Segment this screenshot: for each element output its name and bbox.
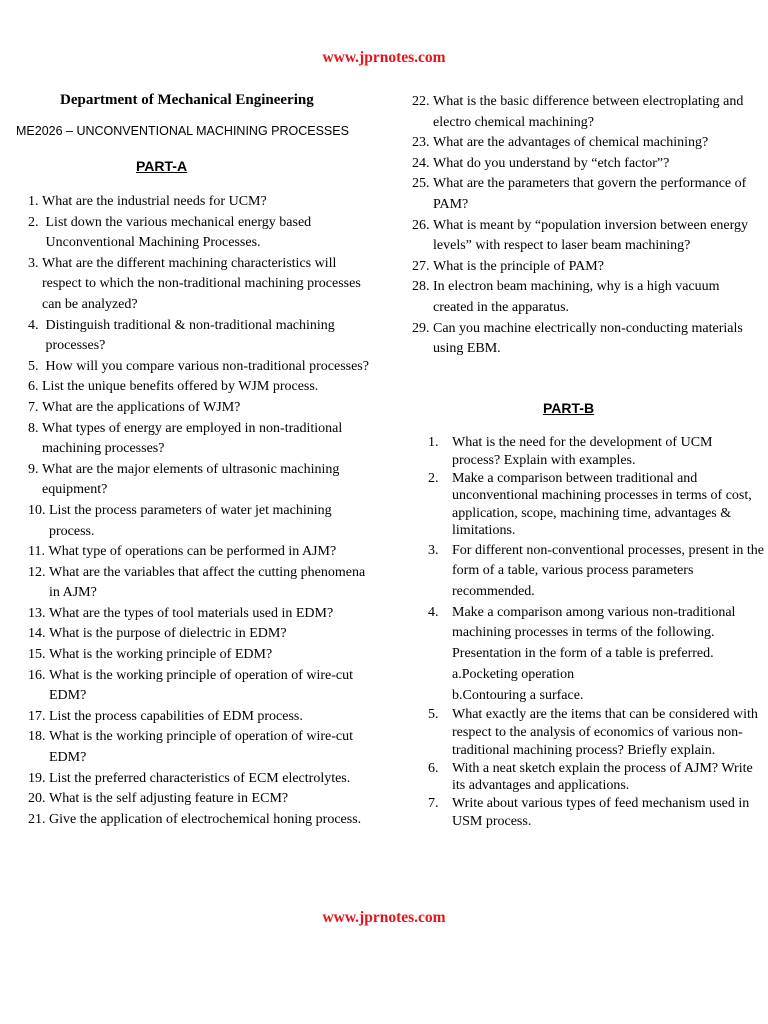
question-item — [28, 398, 378, 419]
sub-item: b.Contouring a surface. — [452, 687, 584, 703]
question-number: 21. — [28, 811, 49, 827]
part-b-list — [428, 434, 764, 831]
question-number: 17. — [28, 708, 49, 724]
question-text: What is the purpose of dielectric in EDM? — [49, 626, 287, 642]
department-heading: Department of Mechanical Engineering — [60, 92, 314, 108]
question-item — [412, 174, 762, 215]
part-a-list-right — [412, 92, 762, 360]
question-item — [28, 377, 378, 398]
question-number: 8. — [28, 420, 42, 436]
question-text: How will you compare various non-traditional processes? — [45, 358, 369, 374]
question-number: 13. — [28, 605, 49, 621]
question-item — [412, 257, 762, 278]
question-number: 4. — [28, 317, 46, 333]
part-a-list-left — [28, 192, 378, 830]
question-number: 2. — [28, 214, 46, 230]
question-text: What do you understand by “etch factor”? — [433, 155, 670, 171]
question-number: 27. — [412, 258, 433, 274]
question-item — [28, 316, 378, 357]
question-number: 25. — [412, 176, 433, 192]
question-item — [28, 810, 378, 831]
header-website-url[interactable]: www.jprnotes.com — [322, 49, 446, 66]
question-item — [428, 541, 764, 603]
question-number: 20. — [28, 791, 49, 807]
question-number: 23. — [412, 135, 433, 151]
question-item — [28, 460, 378, 501]
question-text: List the preferred characteristics of ECM electrolytes. — [49, 770, 351, 786]
question-number: 18. — [28, 729, 49, 745]
question-item — [428, 470, 764, 540]
question-number: 1. — [28, 194, 42, 209]
question-text: What are the different machining characteristics will respect to which the non-traditional machining processes can be analyzed? — [42, 255, 361, 312]
question-item — [28, 419, 378, 460]
question-text: What is the working principle of EDM? — [49, 647, 273, 663]
question-item — [28, 789, 378, 810]
question-number: 6. — [428, 760, 439, 776]
question-text: What are the types of tool materials used in EDM? — [49, 605, 334, 621]
question-item — [28, 604, 378, 625]
question-item — [412, 133, 762, 154]
footer-website-url[interactable]: www.jprnotes.com — [322, 909, 446, 926]
question-text: What types of energy are employed in non-traditional machining processes? — [42, 420, 343, 457]
question-text: Can you machine electrically non-conducting materials using EBM. — [433, 320, 743, 357]
question-number: 10. — [28, 502, 49, 518]
question-text: Write about various types of feed mechanism used in USM process. — [452, 796, 750, 829]
question-number: 5. — [28, 358, 46, 374]
question-item — [428, 603, 764, 665]
question-number: 7. — [28, 399, 42, 415]
question-number: 1. — [428, 435, 439, 450]
sub-item: a.Pocketing operation — [452, 667, 575, 683]
question-item — [428, 434, 764, 469]
question-number: 22. — [412, 94, 433, 109]
question-item — [428, 706, 764, 759]
question-text: What is the principle of PAM? — [433, 258, 604, 274]
question-item — [412, 216, 762, 257]
question-item — [28, 357, 378, 378]
question-text: What are the variables that affect the cutting phenomena in AJM? — [49, 564, 366, 601]
question-text: What are the major elements of ultrasonic machining equipment? — [42, 461, 340, 498]
question-text: Distinguish traditional & non-traditional machining processes? — [45, 317, 335, 354]
question-item — [28, 192, 378, 213]
part-b-title: PART-B — [543, 400, 595, 416]
question-item — [28, 769, 378, 790]
question-text: What is meant by “population inversion between energy levels” with respect to laser beam machining? — [433, 217, 749, 254]
question-item — [428, 760, 764, 795]
question-number: 26. — [412, 217, 433, 233]
question-number: 29. — [412, 320, 433, 336]
question-item — [28, 727, 378, 768]
question-number: 24. — [412, 155, 433, 171]
question-number: 12. — [28, 564, 49, 580]
question-text: Make a comparison between traditional and unconventional machining processes in terms of cost, application, scope, machining time, advantages & limitations. — [452, 470, 752, 539]
question-text: What are the industrial needs for UCM? — [42, 194, 267, 209]
question-item — [412, 154, 762, 175]
question-item — [28, 666, 378, 707]
question-text: In electron beam machining, why is a high vacuum created in the apparatus. — [433, 279, 720, 315]
part-a-title: PART-A — [136, 158, 188, 174]
question-item — [28, 254, 378, 316]
question-number: 11. — [28, 544, 49, 560]
question-text: List the process parameters of water jet machining process. — [49, 502, 332, 539]
question-number: 19. — [28, 770, 49, 786]
question-number: 9. — [28, 461, 42, 477]
question-text: What are the advantages of chemical machining? — [433, 135, 709, 151]
question-number: 2. — [428, 470, 439, 486]
question-item — [28, 563, 378, 604]
question-number: 5. — [428, 707, 439, 723]
question-text: List down the various mechanical energy based Unconventional Machining Processes. — [45, 214, 312, 251]
question-text: List the process capabilities of EDM process. — [49, 708, 303, 724]
question-item — [412, 319, 762, 360]
question-text: What are the applications of WJM? — [42, 399, 241, 415]
question-text: Make a comparison among various non-traditional machining processes in terms of the following. Presentation in the form of a table is preferred. — [452, 604, 736, 662]
question-number: 14. — [28, 626, 49, 642]
question-number: 3. — [428, 542, 439, 558]
question-text: What is the self adjusting feature in ECM? — [49, 791, 289, 807]
question-text: What are the parameters that govern the performance of PAM? — [433, 176, 747, 212]
question-text: What type of operations can be performed in AJM? — [48, 544, 337, 560]
question-text: What is the basic difference between electroplating and electro chemical machining? — [433, 94, 744, 130]
question-item — [28, 707, 378, 728]
question-text: What is the working principle of operation of wire-cut EDM? — [49, 667, 354, 704]
question-text: For different non-conventional processes, present in the form of a table, various process parameters recommended. — [452, 542, 764, 599]
question-item — [28, 501, 378, 542]
question-item — [28, 213, 378, 254]
question-text: What exactly are the items that can be considered with respect to the analysis of economics of various non-traditional machining process? Briefly explain. — [452, 707, 758, 758]
question-item — [28, 624, 378, 645]
course-title: ME2026 – UNCONVENTIONAL MACHINING PROCESSES — [16, 124, 349, 138]
question-text: Give the application of electrochemical honing process. — [49, 811, 362, 827]
question-number: 4. — [428, 604, 439, 620]
question-item — [28, 645, 378, 666]
question-number: 7. — [428, 796, 439, 812]
question-text: What is the need for the development of UCM process? Explain with examples. — [452, 435, 713, 468]
question-item — [412, 92, 762, 133]
question-number: 28. — [412, 279, 433, 295]
question-item — [428, 795, 764, 830]
question-number: 3. — [28, 255, 42, 271]
question-number: 15. — [28, 647, 49, 663]
question-number: 6. — [28, 379, 42, 395]
question-item — [412, 277, 762, 318]
question-item — [28, 542, 378, 563]
question-text: What is the working principle of operation of wire-cut EDM? — [49, 729, 354, 766]
question-text: With a neat sketch explain the process of AJM? Write its advantages and applications. — [452, 760, 753, 794]
question-text: List the unique benefits offered by WJM process. — [42, 379, 319, 395]
question-number: 16. — [28, 667, 49, 683]
